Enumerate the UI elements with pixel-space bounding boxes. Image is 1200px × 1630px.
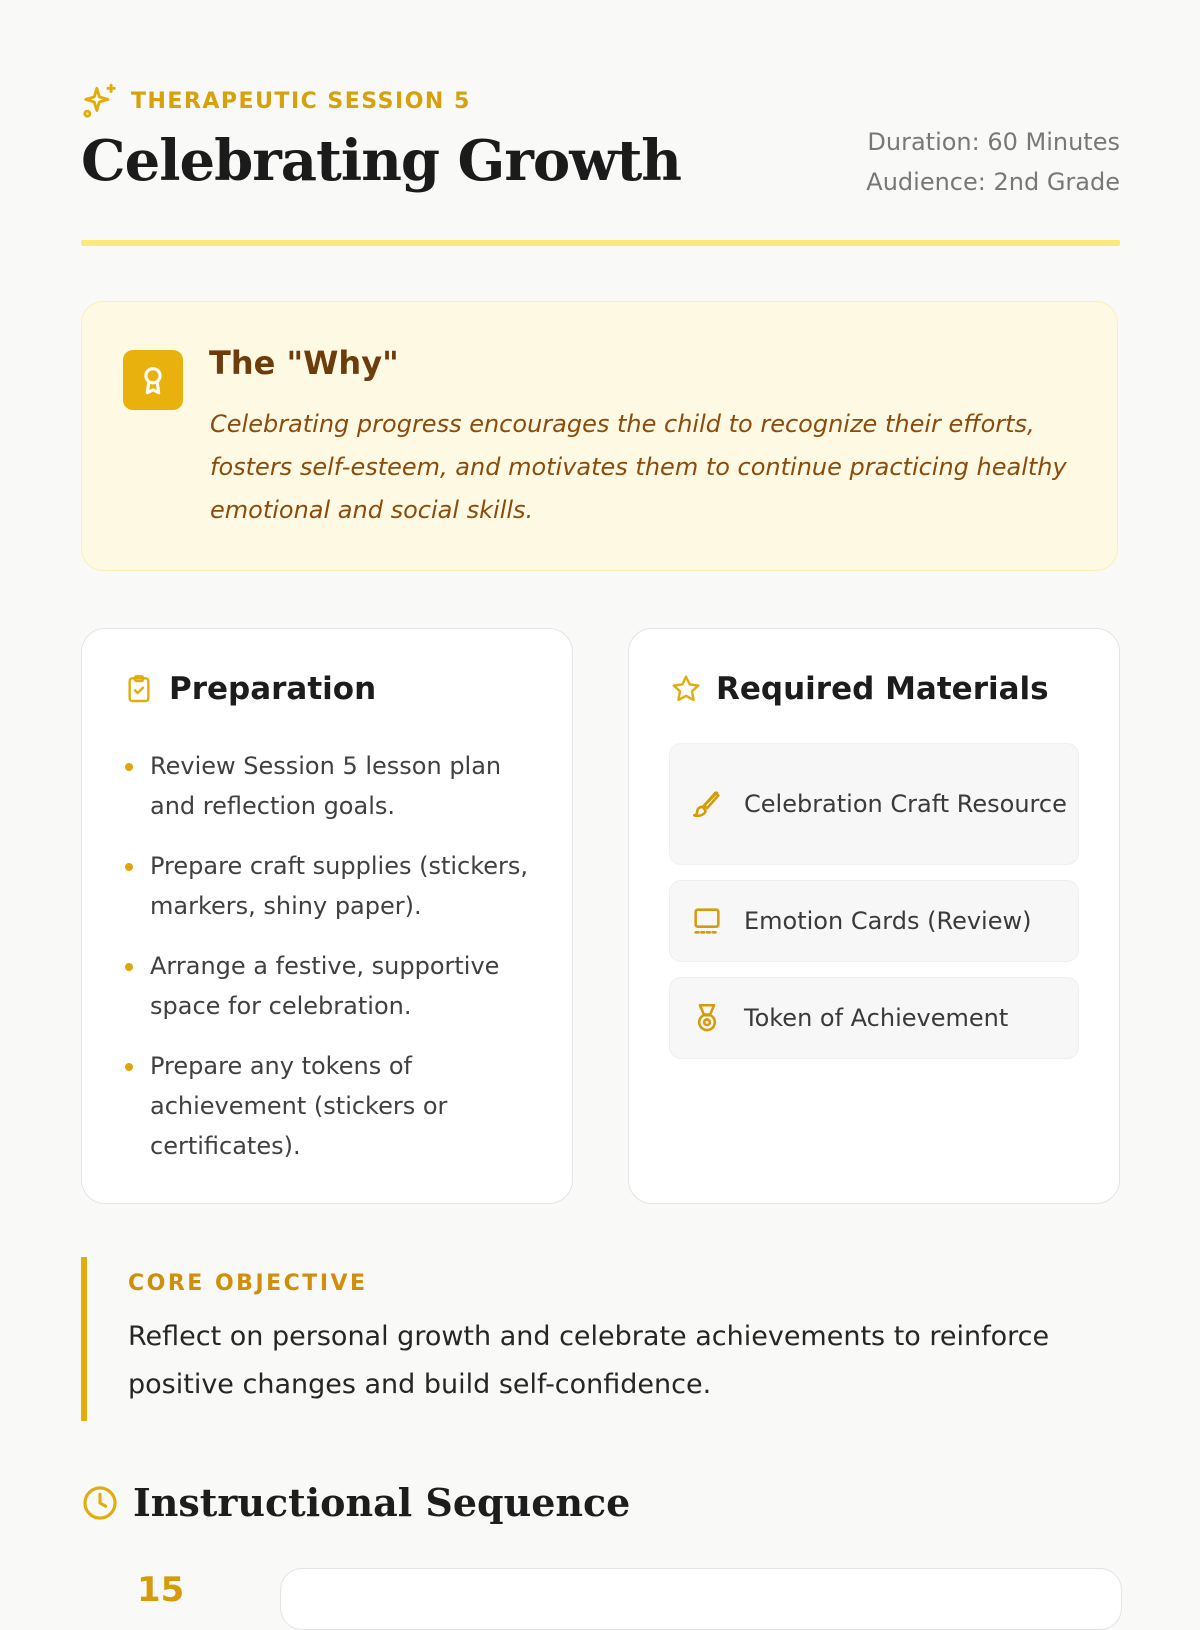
objective-text: Reflect on personal growth and celebrate achievements to reinforce positive changes and build self-confidence.	[128, 1321, 1050, 1400]
material-item	[669, 880, 1079, 962]
preparation-list	[123, 746, 533, 1186]
why-badge	[123, 350, 183, 410]
award-icon	[136, 363, 170, 397]
header-divider	[81, 240, 1120, 246]
list-item: Arrange a festive, supportive space for celebration.	[123, 946, 533, 1026]
audience-text: Audience: 2nd Grade	[866, 168, 1120, 196]
sequence-title: Instructional Sequence	[133, 1480, 631, 1525]
clock-icon	[81, 1484, 119, 1522]
materials-header	[670, 671, 1049, 707]
clipboard-check-icon	[123, 673, 155, 705]
objective-label: CORE OBJECTIVE	[128, 1271, 368, 1296]
paintbrush-icon	[690, 787, 724, 821]
preparation-card	[81, 628, 573, 1204]
list-item: Prepare craft supplies (stickers, markers, shiny paper).	[123, 846, 533, 926]
lesson-plan-page	[81, 0, 1120, 1610]
duration-text: Duration: 60 Minutes	[867, 128, 1120, 156]
preparation-title: Preparation	[169, 671, 377, 707]
star-icon	[670, 673, 702, 705]
sparkles-icon	[81, 82, 119, 120]
session-label: THERAPEUTIC SESSION 5	[131, 88, 471, 114]
material-label: Emotion Cards (Review)	[744, 907, 1032, 935]
materials-title: Required Materials	[716, 671, 1049, 707]
materials-card	[628, 628, 1120, 1204]
material-item	[669, 977, 1079, 1059]
page-header	[81, 0, 1120, 248]
material-item	[669, 743, 1079, 865]
why-text: Celebrating progress encourages the child to recognize their efforts, fosters self-esteem, and motivates them to continue practicing healthy emotional and social skills.	[210, 410, 1067, 524]
material-label: Token of Achievement	[744, 1004, 1009, 1032]
cards-icon	[690, 904, 724, 938]
sequence-header	[81, 1480, 630, 1525]
why-title: The "Why"	[209, 344, 399, 382]
session-kicker	[81, 82, 471, 120]
why-callout	[81, 301, 1118, 571]
medal-icon	[690, 1001, 724, 1035]
material-label: Celebration Craft Resource	[744, 790, 1067, 818]
core-objective	[81, 1257, 1118, 1421]
list-item: Prepare any tokens of achievement (stickers or certificates).	[123, 1046, 533, 1166]
page-title: Celebrating Growth	[81, 128, 682, 194]
step-card	[280, 1568, 1122, 1630]
step-time: 15	[137, 1570, 185, 1610]
list-item: Review Session 5 lesson plan and reflection goals.	[123, 746, 533, 826]
session-meta	[866, 122, 1120, 202]
preparation-header	[123, 671, 376, 707]
